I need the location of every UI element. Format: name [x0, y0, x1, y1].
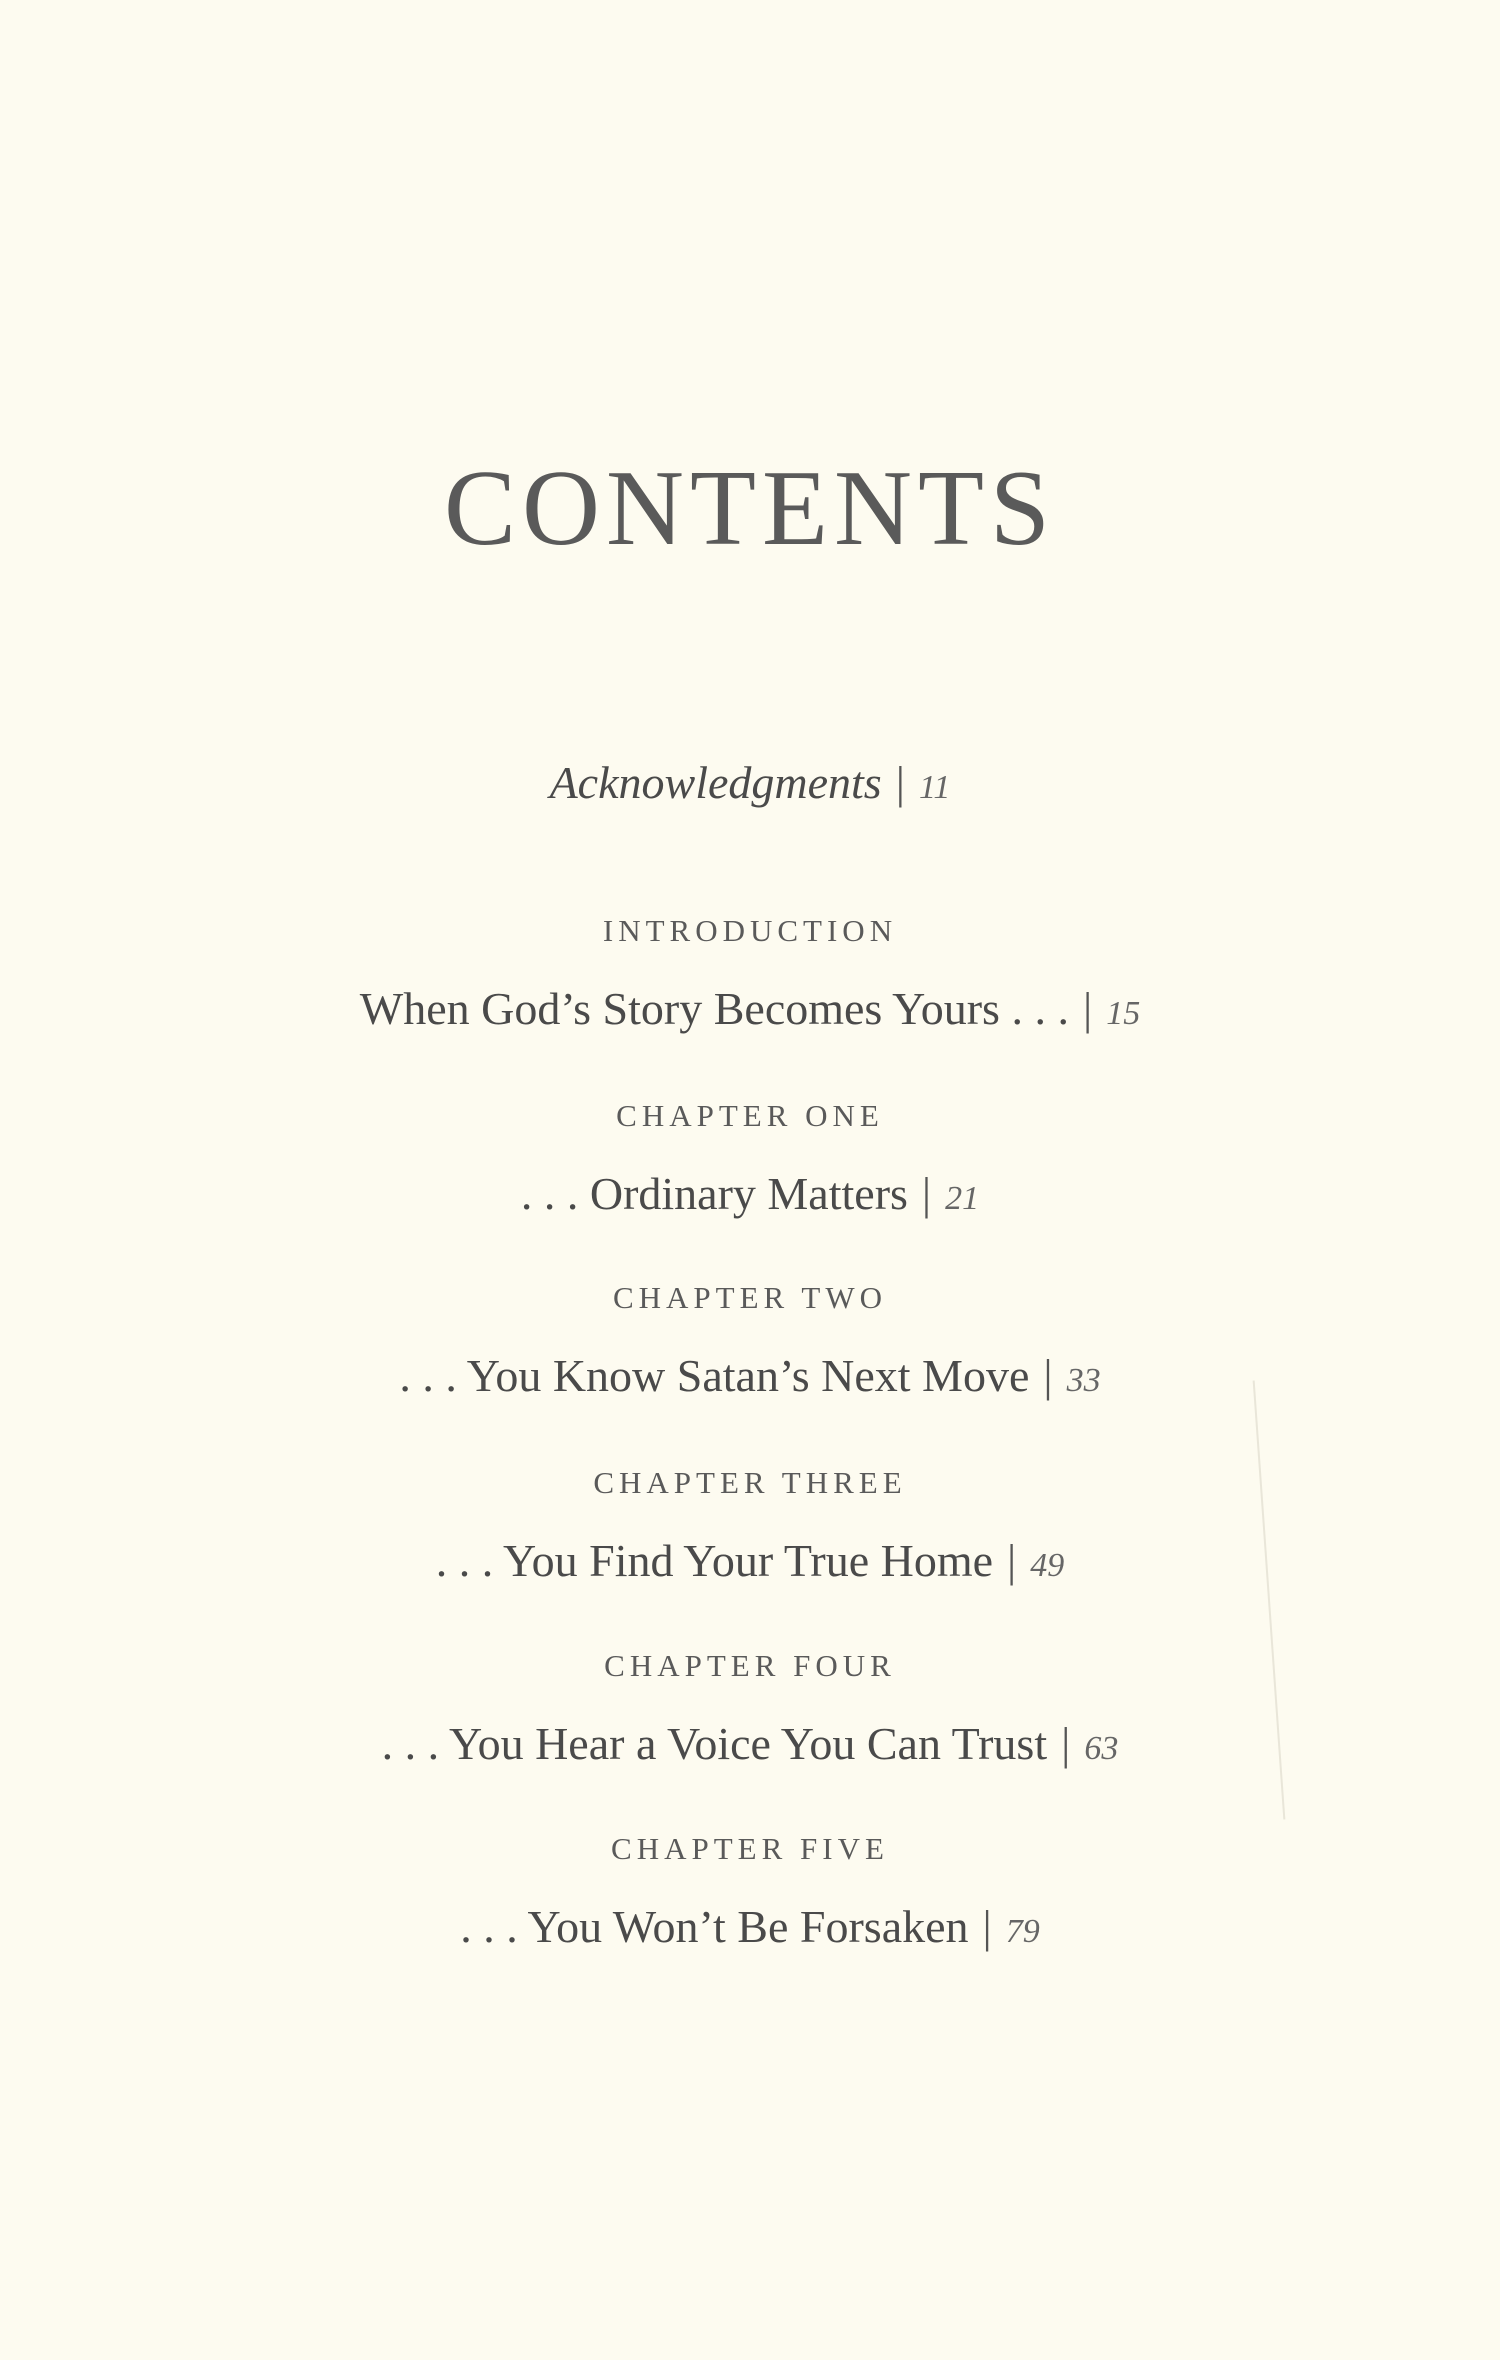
toc-entry-line [0, 983, 1500, 1034]
page-number: 21 [945, 1180, 980, 1217]
toc-entry-chapter-one[interactable] [0, 1100, 1500, 1217]
page-number: 15 [1106, 995, 1141, 1032]
separator: | [1007, 1535, 1017, 1586]
separator: | [895, 757, 905, 808]
toc-entry-chapter-five[interactable] [0, 1833, 1500, 1950]
separator: | [1043, 1350, 1053, 1401]
page-number: 33 [1066, 1362, 1101, 1399]
page-number: 11 [918, 769, 951, 806]
section-label: CHAPTER FOUR [604, 1648, 896, 1683]
toc-entry-chapter-four[interactable] [0, 1650, 1500, 1767]
separator: | [1061, 1718, 1071, 1769]
toc-entry-title: . . . You Won’t Be Forsaken [460, 1901, 969, 1952]
toc-entry-title: . . . You Know Satan’s Next Move [399, 1350, 1030, 1401]
toc-entry-line [0, 1168, 1500, 1219]
toc-entry-title: . . . Ordinary Matters [520, 1168, 908, 1219]
toc-entry-introduction[interactable] [0, 915, 1500, 1032]
toc-entry-chapter-two[interactable] [0, 1282, 1500, 1399]
toc-entry-line [0, 1535, 1500, 1586]
section-label: CHAPTER FIVE [611, 1831, 889, 1866]
toc-entry-title: When God’s Story Becomes Yours . . . [359, 983, 1069, 1034]
toc-entry-title: . . . You Hear a Voice You Can Trust [381, 1718, 1048, 1769]
page-title: CONTENTS [444, 449, 1056, 568]
separator: | [921, 1168, 932, 1219]
page-number: 79 [1005, 1913, 1040, 1950]
toc-entry-title: Acknowledgments [549, 757, 882, 808]
page-number: 63 [1084, 1730, 1119, 1767]
separator: | [1082, 983, 1093, 1034]
toc-entry-acknowledgments[interactable] [0, 757, 1500, 808]
toc-entry-line [0, 1901, 1500, 1952]
separator: | [982, 1901, 992, 1952]
toc-entry-line [0, 1350, 1500, 1401]
section-label: CHAPTER ONE [616, 1098, 884, 1133]
section-label: CHAPTER THREE [593, 1465, 907, 1500]
section-label: CHAPTER TWO [612, 1280, 887, 1315]
toc-entry-chapter-three[interactable] [0, 1467, 1500, 1584]
section-label: INTRODUCTION [602, 913, 898, 948]
page-number: 49 [1030, 1547, 1065, 1584]
toc-entry-line [0, 1718, 1500, 1769]
toc-entry-title: . . . You Find Your True Home [435, 1535, 994, 1586]
toc-entry-line [0, 757, 1500, 808]
